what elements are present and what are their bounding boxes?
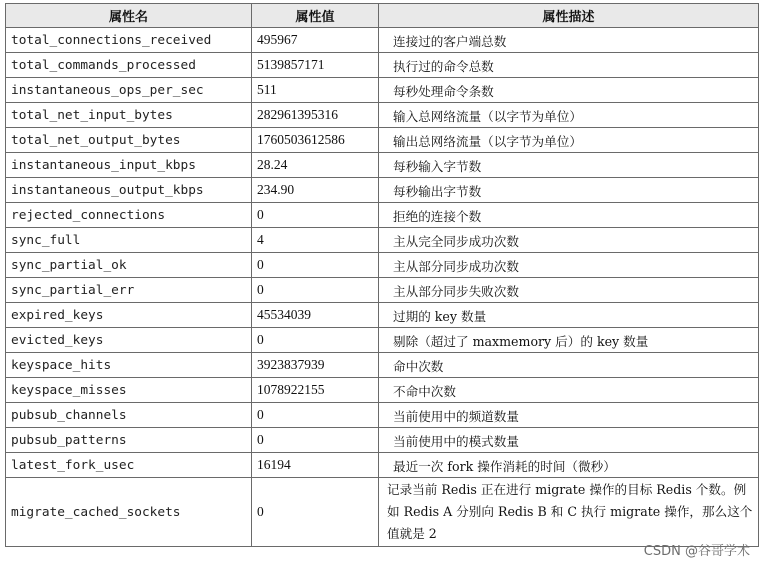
header-name: 属性名: [6, 4, 252, 28]
table-row: [6, 378, 759, 403]
attribute-description-cell: 主从部分同步成功次数: [379, 253, 759, 278]
attribute-name-cell: keyspace_hits: [6, 353, 252, 378]
table-row: [6, 178, 759, 203]
attribute-value-cell: 28.24: [252, 153, 379, 178]
attribute-name-cell: instantaneous_ops_per_sec: [6, 78, 252, 103]
table-row: [6, 228, 759, 253]
attribute-name-cell: total_commands_processed: [6, 53, 252, 78]
attribute-value-cell: 0: [252, 253, 379, 278]
attribute-value-cell: 0: [252, 403, 379, 428]
attribute-description-cell: 主从完全同步成功次数: [379, 228, 759, 253]
table-header: [6, 4, 759, 28]
attribute-name-cell: migrate_cached_sockets: [6, 478, 252, 547]
attribute-description-cell: 命中次数: [379, 353, 759, 378]
attribute-description-cell: 每秒输出字节数: [379, 178, 759, 203]
attribute-value-cell: 5139857171: [252, 53, 379, 78]
table-row: [6, 103, 759, 128]
table-row: [6, 53, 759, 78]
attribute-name-cell: keyspace_misses: [6, 378, 252, 403]
attribute-value-cell: 0: [252, 478, 379, 547]
attribute-description-cell: 拒绝的连接个数: [379, 203, 759, 228]
attribute-description-cell: 记录当前 Redis 正在进行 migrate 操作的目标 Redis 个数。例如 Redis A 分别向 Redis B 和 C 执行 migrate 操作，那么这个值就是 2: [379, 478, 759, 547]
table-row: [6, 203, 759, 228]
attribute-name-cell: evicted_keys: [6, 328, 252, 353]
attribute-name-cell: latest_fork_usec: [6, 453, 252, 478]
attribute-name-cell: rejected_connections: [6, 203, 252, 228]
header-description: 属性描述: [379, 4, 759, 28]
attribute-name-cell: pubsub_channels: [6, 403, 252, 428]
table-row: [6, 278, 759, 303]
attribute-description-cell: 连接过的客户端总数: [379, 28, 759, 53]
attribute-value-cell: 1078922155: [252, 378, 379, 403]
table-row: [6, 303, 759, 328]
attribute-value-cell: 3923837939: [252, 353, 379, 378]
header-row: [6, 4, 759, 28]
attribute-description-cell: 过期的 key 数量: [379, 303, 759, 328]
attribute-name-cell: sync_partial_err: [6, 278, 252, 303]
attribute-value-cell: 0: [252, 203, 379, 228]
table-row: [6, 353, 759, 378]
attribute-description-cell: 不命中次数: [379, 378, 759, 403]
table-row: [6, 28, 759, 53]
table-row: [6, 328, 759, 353]
csdn-watermark: CSDN @谷哥学术: [643, 544, 750, 559]
attribute-value-cell: 511: [252, 78, 379, 103]
table-row: [6, 453, 759, 478]
attribute-value-cell: 16194: [252, 453, 379, 478]
attribute-name-cell: total_net_input_bytes: [6, 103, 252, 128]
attribute-value-cell: 0: [252, 328, 379, 353]
attribute-description-cell: 最近一次 fork 操作消耗的时间（微秒）: [379, 453, 759, 478]
redis-info-stats-table: [5, 3, 759, 547]
attribute-value-cell: 0: [252, 278, 379, 303]
table-row: [6, 78, 759, 103]
table-row: [6, 478, 759, 547]
attribute-description-cell: 当前使用中的频道数量: [379, 403, 759, 428]
attribute-name-cell: total_connections_received: [6, 28, 252, 53]
attribute-name-cell: instantaneous_output_kbps: [6, 178, 252, 203]
attribute-description-cell: 当前使用中的模式数量: [379, 428, 759, 453]
attribute-name-cell: instantaneous_input_kbps: [6, 153, 252, 178]
attribute-description-cell: 主从部分同步失败次数: [379, 278, 759, 303]
attribute-description-cell: 输出总网络流量（以字节为单位）: [379, 128, 759, 153]
table-row: [6, 253, 759, 278]
attribute-description-cell: 剔除（超过了 maxmemory 后）的 key 数量: [379, 328, 759, 353]
attribute-value-cell: 45534039: [252, 303, 379, 328]
attribute-value-cell: 4: [252, 228, 379, 253]
attribute-name-cell: expired_keys: [6, 303, 252, 328]
attribute-value-cell: 495967: [252, 28, 379, 53]
attribute-value-cell: 234.90: [252, 178, 379, 203]
attribute-value-cell: 0: [252, 428, 379, 453]
table-row: [6, 403, 759, 428]
attribute-name-cell: sync_partial_ok: [6, 253, 252, 278]
attribute-name-cell: total_net_output_bytes: [6, 128, 252, 153]
attribute-description-cell: 每秒输入字节数: [379, 153, 759, 178]
attribute-name-cell: pubsub_patterns: [6, 428, 252, 453]
header-value: 属性值: [252, 4, 379, 28]
attribute-description-cell: 每秒处理命令条数: [379, 78, 759, 103]
attribute-name-cell: sync_full: [6, 228, 252, 253]
attribute-value-cell: 1760503612586: [252, 128, 379, 153]
table-body: [6, 28, 759, 547]
attribute-value-cell: 282961395316: [252, 103, 379, 128]
table-row: [6, 153, 759, 178]
attribute-description-cell: 输入总网络流量（以字节为单位）: [379, 103, 759, 128]
table-row: [6, 428, 759, 453]
table-row: [6, 128, 759, 153]
attribute-description-cell: 执行过的命令总数: [379, 53, 759, 78]
